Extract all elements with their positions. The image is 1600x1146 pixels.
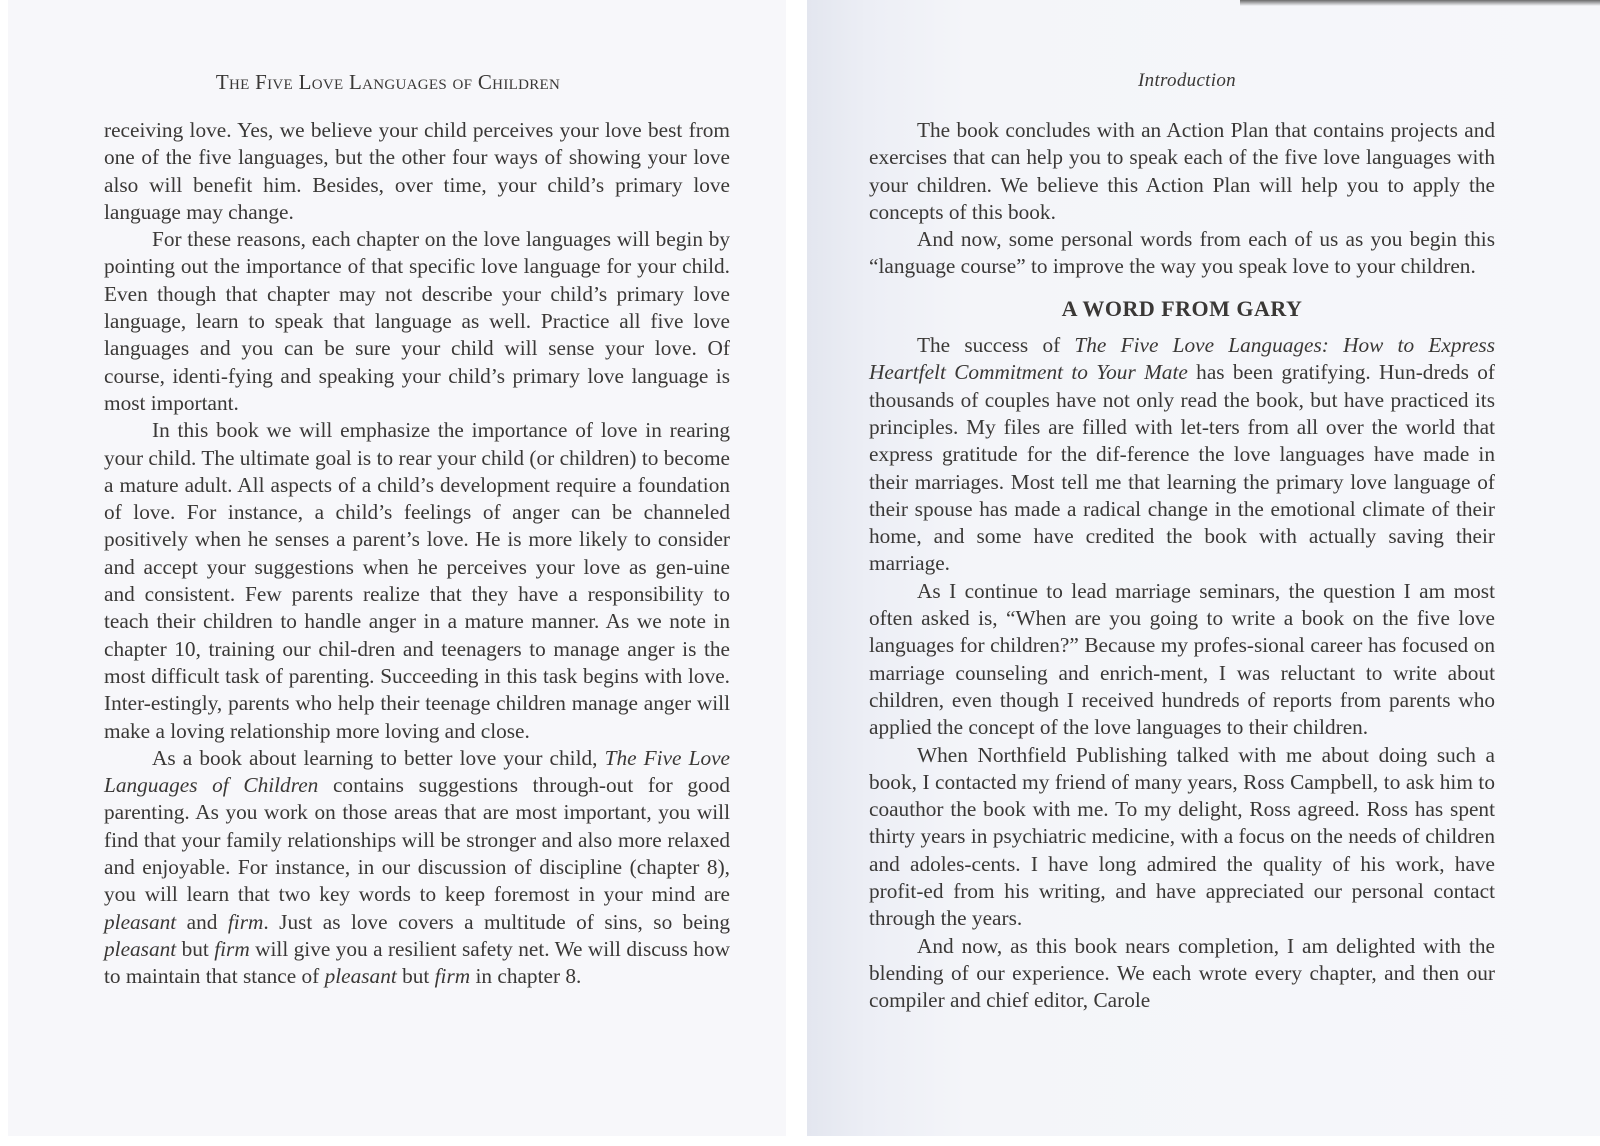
section-paragraphs — [869, 332, 1495, 1014]
italic-text: pleasant — [324, 964, 397, 989]
italic-text: firm — [214, 936, 250, 961]
paragraph-text: in chapter 8. — [470, 964, 582, 989]
italic-text: pleasant — [104, 936, 177, 961]
paragraph-text: When Northfield Publishing talked with me about doing such a book, I contacted my friend of many years, Ross Campbell, to ask him to coauthor the book with me. To my delight, Ross agreed. Ross has spent thirty years in psychiatric medicine, with a focus on the needs of children and adoles-cents. I have long admired the quality of his work, have profit-ed from his writing, and have appreciated our personal contact through the years. — [869, 742, 1495, 931]
right-page-body — [869, 117, 1495, 1015]
running-head-book-title: The Five Love Languages of Children — [215, 70, 561, 94]
body-paragraph — [869, 742, 1495, 933]
paragraph-text: but — [396, 964, 435, 989]
paragraph-text: but — [176, 936, 215, 961]
paragraph-text: and — [176, 909, 228, 934]
body-paragraph — [869, 933, 1495, 1015]
italic-text: firm — [434, 964, 471, 989]
italic-text: The Five Love Languages of Children — [104, 745, 730, 798]
body-paragraph — [104, 226, 730, 417]
paragraph-text: As I continue to lead marriage seminars, the question I am most often asked is, “When are you going to write a book on the five love languages for children?” Because my profes-sional career has focused on marriage counseling and enrich-ment, I was reluctant to write about children, even though I received hundreds of reports from parents who applied the concept of the love languages to their children. — [869, 578, 1495, 740]
body-paragraph — [104, 117, 730, 226]
paragraph-text: For these reasons, each chapter on the love languages will begin by pointing out the importance of that specific love language for your child. Even though that chapter may not describe your child’s primary love language, learn to speak that language as well. Practice all five love languages and you can be sure your child will sense your love. Of course, identi-fying and speaking your child’s primary love language is most important. — [104, 227, 730, 415]
paragraph-text: And now, some personal words from each of us as you begin this “language course” to improve the way you speak love to your children. — [869, 227, 1495, 279]
paragraph-text: contains suggestions through-out for good parenting. As you work on those areas that are most important, you will find that your family relationships will be stronger and also more relaxed and enjoyable. For instance, in our discussion of discipline (chapter 8), you will learn that two key words to keep foremost in your mind are — [104, 773, 730, 907]
paragraph-text: has been gratifying. Hun-dreds of thousands of couples have not only read the book, but have practiced its principles. My files are filled with let-ters from all over the world that express gratitude for the dif-ference the love languages have made in their marriages. Most tell me that learning the primary love language of their spouse has made a radical change in the emotional climate of their home, and some have credited the book with actually saving their marriage. — [869, 360, 1495, 576]
left-page — [8, 0, 786, 1136]
scan-edge-shadow — [1240, 0, 1600, 6]
italic-text: pleasant — [104, 909, 177, 934]
left-page-body — [104, 117, 730, 991]
body-paragraph — [869, 117, 1495, 226]
body-paragraph — [104, 417, 730, 745]
italic-text: firm — [227, 909, 264, 934]
paragraph-text: And now, as this book nears completion, I am delighted with the blending of our experience. We each wrote every chapter, and then our compiler and chief editor, Carole — [869, 933, 1495, 1013]
running-head-chapter-title: Introduction — [1138, 70, 1236, 91]
paragraph-text: receiving love. Yes, we believe your child perceives your love best from one of the five languages, but the other four ways of showing your love also will benefit him. Besides, over time, your child’s primary love language may change. — [104, 118, 730, 224]
paragraph-text: As a book about learning to better love your child, — [152, 745, 605, 770]
italic-text: The Five Love Languages: How to Express Heartfelt Commitment to Your Mate — [869, 333, 1495, 385]
body-paragraph — [869, 578, 1495, 742]
section-heading: A WORD FROM GARY — [1061, 295, 1303, 321]
paragraph-text: will give you a resilient safety net. We will discuss how to maintain that stance of — [104, 936, 730, 989]
body-paragraph — [104, 745, 730, 991]
paragraph-text: In this book we will emphasize the importance of love in rearing your child. The ultimate goal is to rear your child (or children) to become a mature adult. All aspects of a child’s development require a foundation of love. For instance, a child’s feelings of anger can be channeled positively when he senses a parent’s love. He is more likely to consider and accept your suggestions when he perceives your love as gen-uine and consistent. Few parents realize that they have a responsibility to teach their children to handle anger in a mature manner. As we note in chapter 10, training our chil-dren and teenagers to manage anger is the most difficult task of parenting. Succeeding in this task begins with love. Inter-estingly, parents who help their teenage children manage anger will make a loving relationship more loving and close. — [104, 418, 730, 743]
paragraph-text: . Just as love covers a multitude of sins, so being — [263, 909, 730, 934]
paragraph-text: The success of — [917, 333, 1075, 358]
body-paragraph — [869, 332, 1495, 578]
paragraph-text: The book concludes with an Action Plan that contains projects and exercises that can help you to speak each of the five love languages with your children. We believe this Action Plan will help you to apply the concepts of this book. — [869, 118, 1495, 224]
page-gutter — [786, 0, 807, 1146]
right-page — [807, 0, 1600, 1136]
intro-paragraphs — [869, 117, 1495, 281]
body-paragraph — [869, 226, 1495, 281]
